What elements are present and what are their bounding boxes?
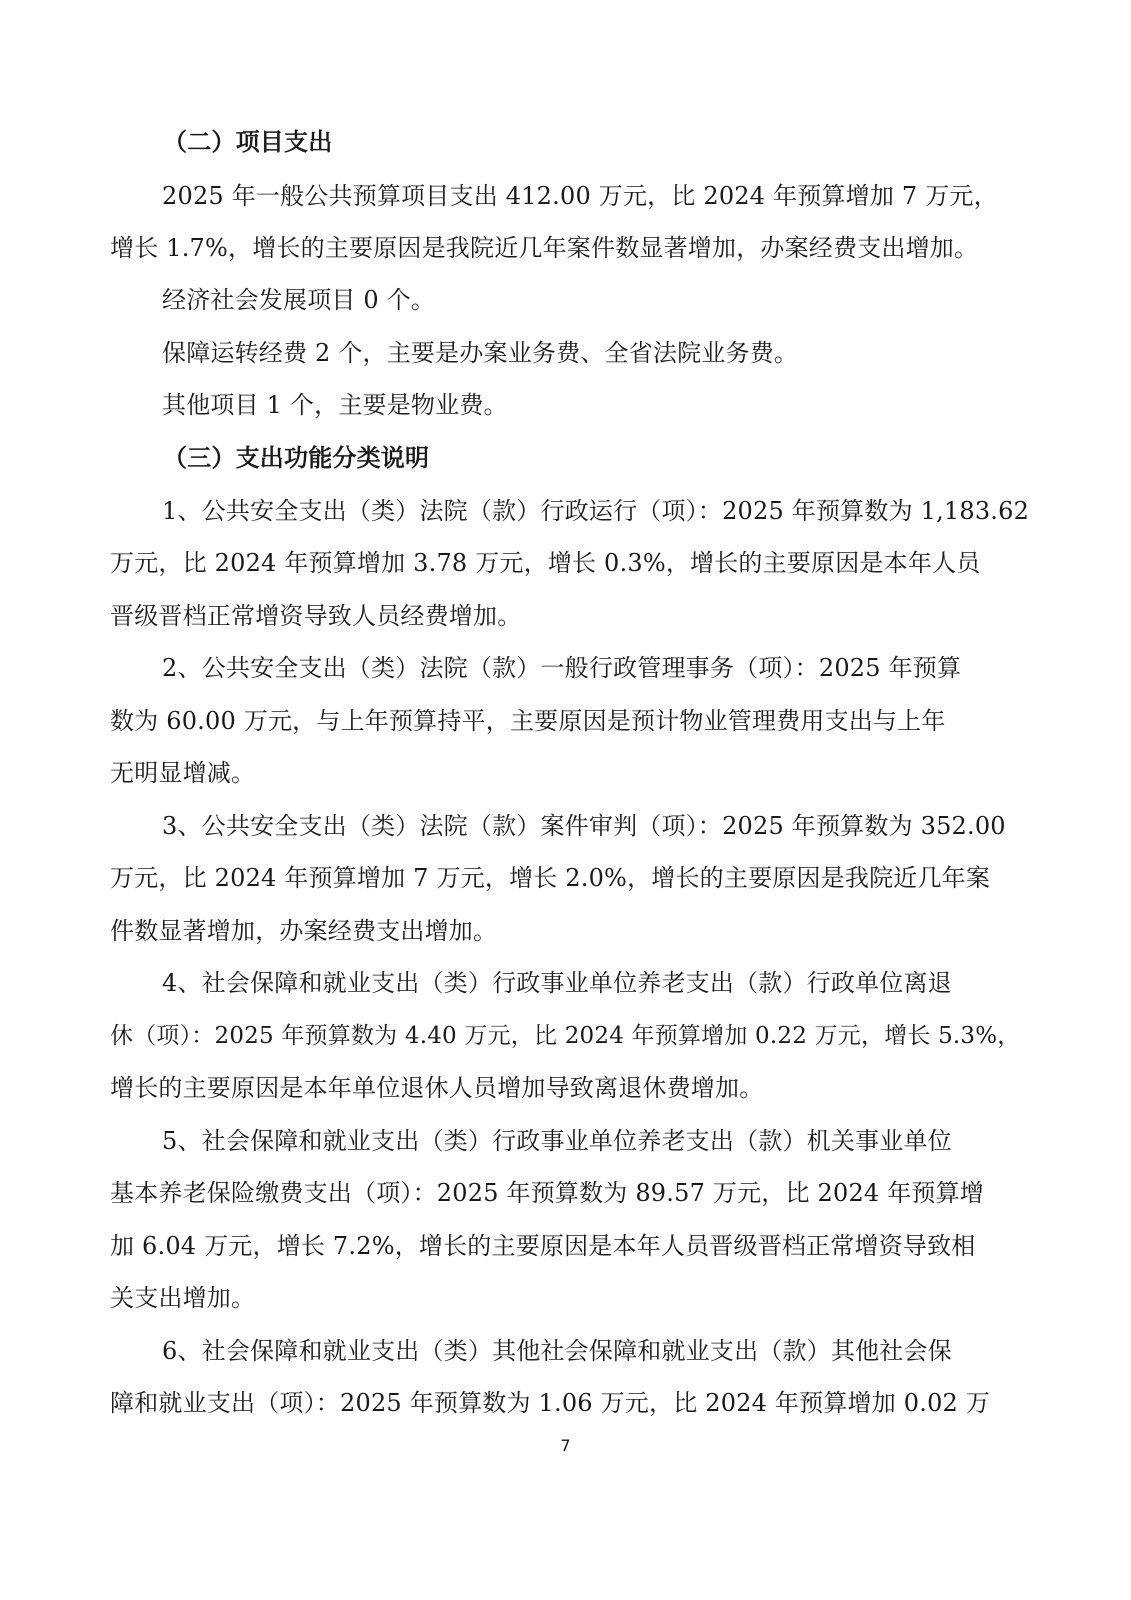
paragraph-line: 障和就业支出（项）：2025 年预算数为 1.06 万元，比 2024 年预算增加 0.02 万 xyxy=(110,1389,991,1417)
paragraph-line: 关支出增加。 xyxy=(110,1284,256,1312)
paragraph-line: 3、公共安全支出（类）法院（款）案件审判（项）：2025 年预算数为 352.00 xyxy=(162,812,1006,840)
paragraph-line: 无明显增减。 xyxy=(110,759,256,787)
paragraph-line: 2025 年一般公共预算项目支出 412.00 万元，比 2024 年预算增加 7 万元， xyxy=(162,182,998,210)
paragraph-line: 基本养老保险缴费支出（项）：2025 年预算数为 89.57 万元，比 2024 年预算增 xyxy=(110,1179,985,1207)
paragraph-line: 晋级晋档正常增资导致人员经费增加。 xyxy=(110,602,522,630)
paragraph-line: 5、社会保障和就业支出（类）行政事业单位养老支出（款）机关事业单位 xyxy=(162,1127,952,1155)
paragraph-line: 增长的主要原因是本年单位退休人员增加导致离退休费增加。 xyxy=(110,1074,764,1102)
paragraph-line: 6、社会保障和就业支出（类）其他社会保障和就业支出（款）其他社会保 xyxy=(162,1337,952,1365)
paragraph-line: 4、社会保障和就业支出（类）行政事业单位养老支出（款）行政单位离退 xyxy=(162,969,952,997)
paragraph-line: 加 6.04 万元，增长 7.2%，增长的主要原因是本年人员晋级晋档正常增资导致相 xyxy=(110,1232,976,1260)
section-heading-functional-classification: （三）支出功能分类说明 xyxy=(163,443,430,472)
paragraph-line: 1、公共安全支出（类）法院（款）行政运行（项）：2025 年预算数为 1,183.62 xyxy=(162,497,1030,525)
paragraph-line: 2、公共安全支出（类）法院（款）一般行政管理事务（项）：2025 年预算 xyxy=(162,654,962,682)
paragraph-line: 休（项）：2025 年预算数为 4.40 万元，比 2024 年预算增加 0.22 万元，增长 5.3%， xyxy=(110,1023,1021,1049)
paragraph-line: 其他项目 1 个，主要是物业费。 xyxy=(162,391,508,419)
section-heading-project-expenditure: （二）项目支出 xyxy=(163,127,333,156)
paragraph-line: 万元，比 2024 年预算增加 7 万元，增长 2.0%，增长的主要原因是我院近几年案 xyxy=(110,864,991,892)
paragraph-line: 数为 60.00 万元，与上年预算持平，主要原因是预计物业管理费用支出与上年 xyxy=(110,707,946,735)
paragraph-line: 增长 1.7%，增长的主要原因是我院近几年案件数显著增加，办案经费支出增加。 xyxy=(110,234,979,262)
paragraph-line: 件数显著增加，办案经费支出增加。 xyxy=(110,917,498,945)
paragraph-line: 保障运转经费 2 个，主要是办案业务费、全省法院业务费。 xyxy=(162,339,799,367)
paragraph-line: 经济社会发展项目 0 个。 xyxy=(162,286,436,314)
paragraph-line: 万元，比 2024 年预算增加 3.78 万元，增长 0.3%，增长的主要原因是本年人员 xyxy=(110,549,981,577)
page-number: 7 xyxy=(560,1436,571,1455)
